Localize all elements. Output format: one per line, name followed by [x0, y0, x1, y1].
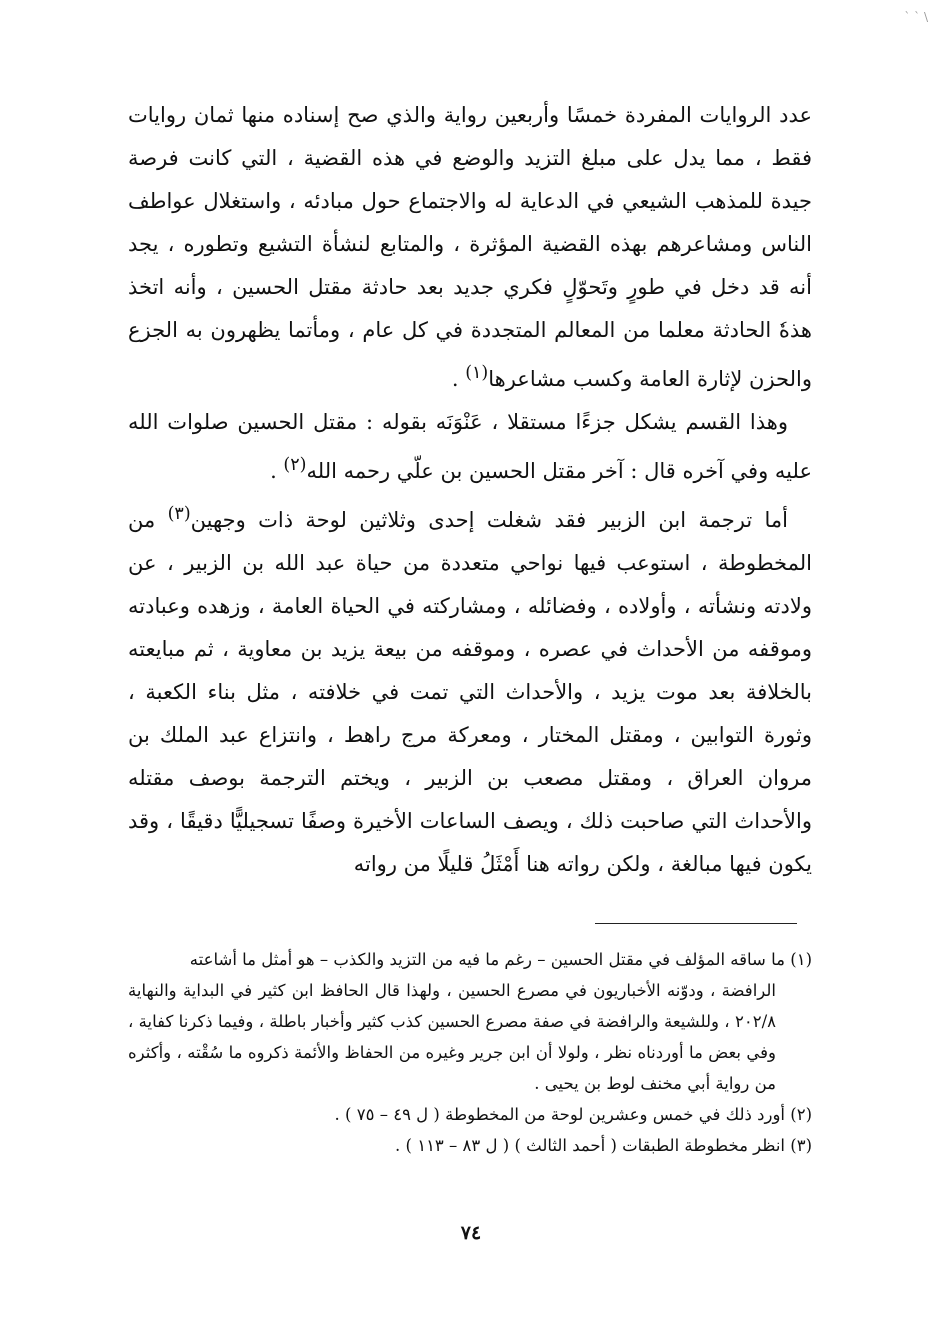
footnote-1-line1: ما ساقه المؤلف في مقتل الحسين – رغم ما فيه من التزيد والكذب – هو أمثل ما أشاعته: [189, 950, 785, 969]
footnote-ref-1: (١): [465, 363, 489, 383]
footnote-3-text: انظر مخطوطة الطبقات ( أحمد الثالث ) ( ل ٨٣ – ١١٣ ) .: [395, 1136, 785, 1155]
footnote-divider: [595, 923, 797, 924]
footnote-3: [128, 1130, 812, 1161]
paragraph-2-text: وهذا القسم يشكل جزءًا مستقلا ، عَنْوَنَه بقوله : مقتل الحسين صلوات الله عليه وفي آخره قال : آخر مقتل الحسين بن علّي رحمه الله: [128, 410, 812, 483]
footnote-ref-2: (٢): [283, 455, 307, 475]
main-text: [128, 94, 812, 886]
paragraph-1-end: .: [451, 367, 466, 391]
paragraph-3-start: أما ترجمة ابن الزبير فقد شغلت إحدى وثلاثين لوحة ذات وجهين: [190, 508, 789, 532]
footnote-3-marker: (٣): [790, 1136, 812, 1155]
footnote-ref-3: (٣): [167, 504, 191, 524]
scan-mark: ` ` \: [904, 10, 928, 24]
paragraph-2: [128, 401, 812, 493]
paragraph-2-end: .: [270, 459, 284, 483]
footnote-1: [128, 944, 812, 975]
footnote-1-continuation: الرافضة ، ودوّنه الأخباريون في مصرع الحسين ، ولهذا قال الحافظ ابن كثير في البداية والنهاية ٢٠٢/٨ ، وللشيعة والرافضة في صفة مصرع الحسين كذب كثير وأخبار باطلة ، وفيما ذكرنا كفاية ، وفي بعض ما أوردناه نظر ، ولولا أن ابن جرير وغيره من الحفاظ والأئمة ذكروه ما سُقْته ، وأكثره من رواية أبي مخنف لوط بن يحيى .: [128, 981, 776, 1093]
page-number: ٧٤: [460, 1222, 482, 1244]
paragraph-3: [128, 493, 812, 886]
footnote-1-marker: (١): [790, 950, 812, 969]
paragraph-3-rest: من المخطوطة ، استوعب فيها نواحي متعددة من حياة عبد الله بن الزبير ، عن ولادته ونشأته ، وأولاده ، وفضائله ، ومشاركته في الحياة العامة ، وزهده وعبادته وموقفه من الأحداث في عصره ، وموقفه من بيعة يزيد بن معاوية ، ثم مبايعته بالخلافة بعد موت يزيد ، والأحداث التي تمت في خلافته ، مثل بناء الكعبة ، وثورة التوابين ، ومقتل المختار ، ومعركة مرج راهط ، وانتزاع عبد الملك بن مروان العراق ، ومقتل مصعب بن الزبير ، ويختم الترجمة بوصف مقتله والأحداث التي صاحبت ذلك ، ويصف الساعات الأخيرة وصفًا تسجيليًّا دقيقًا ، وقد يكون فيها مبالغة ، ولكن رواته هنا أَمْثَلُ قليلًا من رواته: [128, 508, 812, 876]
footnote-2-marker: (٢): [790, 1105, 812, 1124]
footnote-2: [128, 1099, 812, 1130]
footnote-2-text: أورد ذلك في خمس وعشرين لوحة من المخطوطة ( ل ٤٩ – ٧٥ ) .: [334, 1105, 785, 1124]
footnotes: [128, 944, 812, 1161]
paragraph-1: [128, 94, 812, 401]
paragraph-1-text: عدد الروايات المفردة خمسًا وأربعين رواية والذي صح إسناده منها ثمان روايات فقط ، مما يدل على مبلغ التزيد والوضع في هذه القضية ، التي كانت فرصة جيدة للمذهب الشيعي في الدعاية له والاجتماع حول مبادئه ، واستغلال عواطف الناس ومشاعرهم بهذه القضية المؤثرة ، والمتابع لنشأة التشيع وتطوره ، يجد أنه قد دخل في طورٍ وتَحوّلٍ فكري جديد بعد حادثة مقتل الحسين ، وأنه اتخذ هذهٗ الحادثة معلما من المعالم المتجددة في كل عام ، ومأتما يظهرون به الجزع والحزن لإثارة العامة وكسب مشاعرها: [128, 103, 812, 391]
